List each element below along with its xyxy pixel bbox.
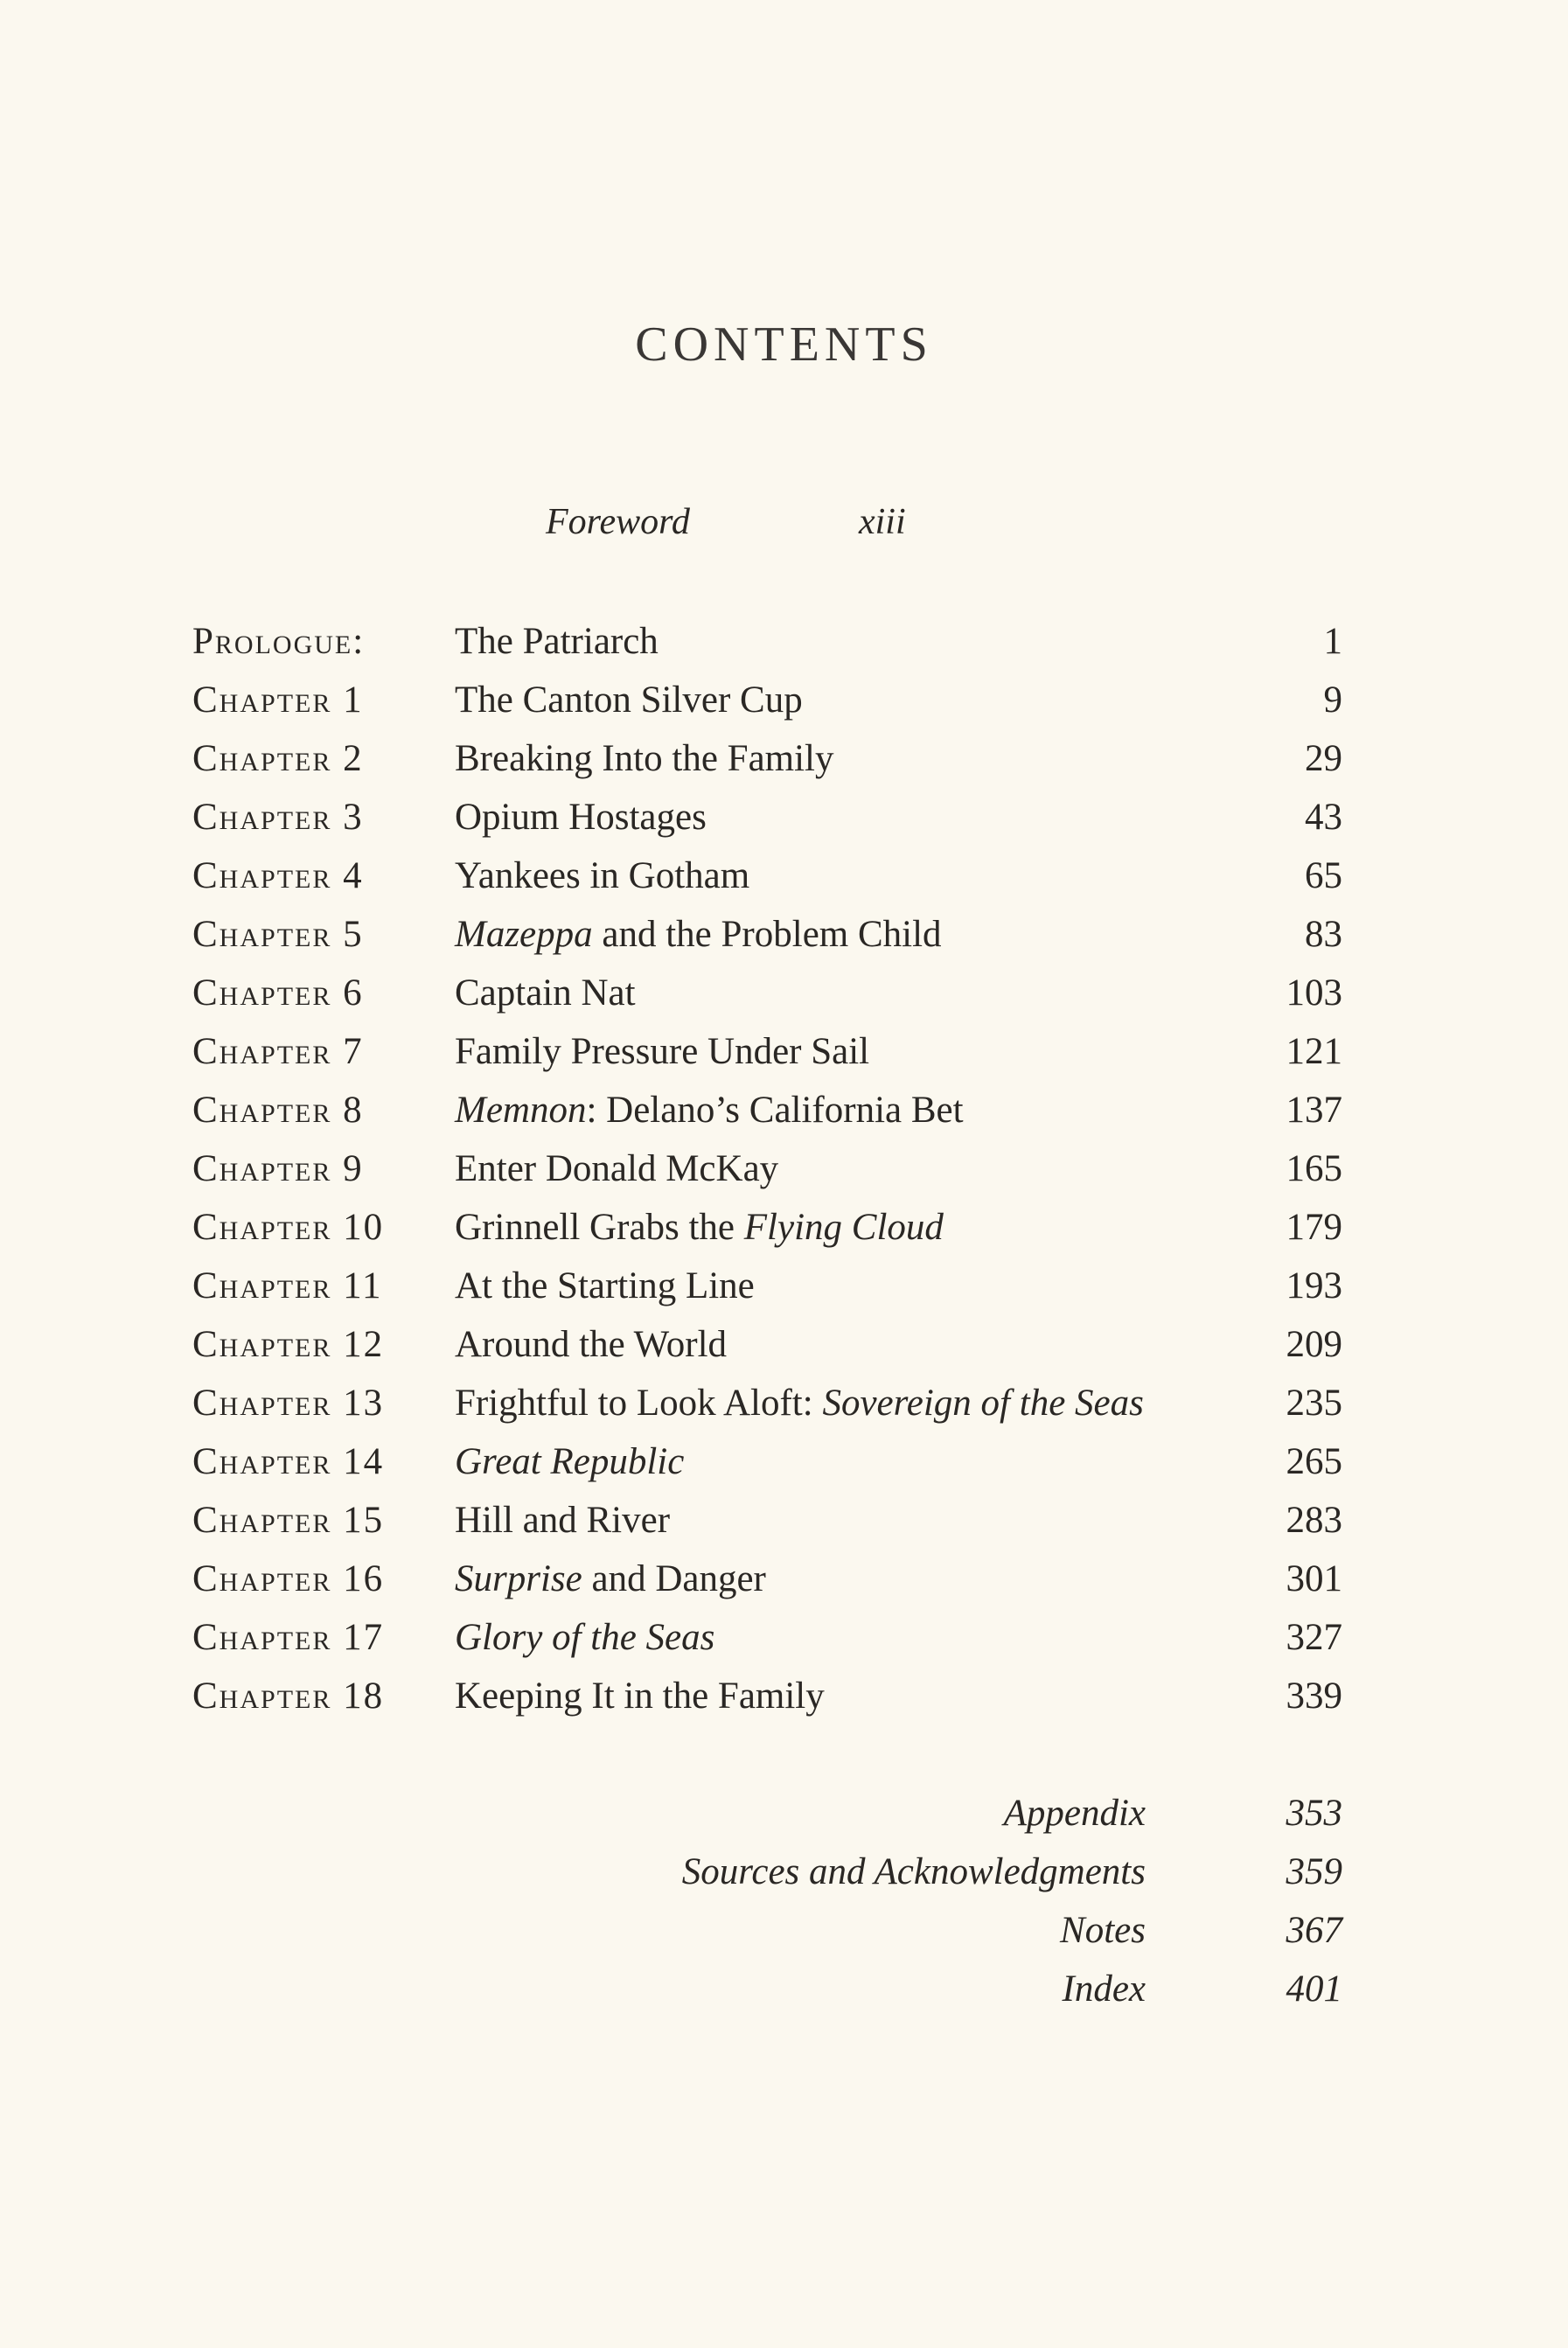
chapter-title-segment: Keeping It in the Family	[455, 1676, 825, 1717]
chapter-title-segment: Around the World	[455, 1324, 728, 1365]
foreword-label: Foreword	[546, 502, 690, 542]
chapter-label: Chapter 13	[192, 1383, 385, 1424]
chapter-title	[455, 1257, 755, 1315]
chapter-title-segment: The Canton Silver Cup	[455, 679, 803, 721]
chapter-title	[455, 1374, 1144, 1432]
chapter-title	[455, 1667, 825, 1725]
chapter-label: Chapter 1	[192, 679, 364, 721]
chapter-title-segment: : Delano’s California Bet	[586, 1090, 964, 1131]
back-matter-label: Index	[1062, 1968, 1146, 2010]
chapter-page-number: 1	[1323, 621, 1342, 662]
back-matter-entry	[0, 1784, 1568, 1843]
chapter-page-number: 339	[1286, 1676, 1342, 1717]
toc-entry	[192, 1608, 1342, 1667]
chapter-label: Chapter 9	[192, 1148, 364, 1189]
chapter-title	[455, 729, 834, 788]
chapter-label: Chapter 18	[192, 1676, 385, 1717]
chapter-page-number: 9	[1323, 679, 1342, 721]
chapter-title-segment: Memnon	[455, 1090, 587, 1131]
chapter-title	[455, 964, 636, 1022]
back-matter-page: 359	[1286, 1851, 1342, 1892]
chapter-title-segment: Glory of the Seas	[455, 1617, 715, 1658]
chapter-title	[455, 612, 659, 671]
chapter-label: Chapter 16	[192, 1558, 385, 1599]
chapter-title-segment: Great Republic	[455, 1441, 685, 1482]
toc-entry	[192, 1198, 1342, 1257]
chapter-title-segment: and the Problem Child	[592, 914, 942, 955]
chapter-label: Prologue:	[192, 621, 366, 662]
chapter-title-segment: Sovereign of the Seas	[822, 1383, 1144, 1424]
toc-entry	[192, 788, 1342, 847]
chapter-title-segment: Frightful to Look Aloft:	[455, 1383, 823, 1424]
back-matter-label: Notes	[1060, 1910, 1146, 1951]
chapter-page-number: 137	[1286, 1090, 1342, 1131]
chapter-title	[455, 1550, 766, 1608]
chapter-title	[455, 1315, 727, 1374]
foreword-page: xiii	[859, 502, 906, 542]
toc-list	[192, 612, 1342, 1725]
chapter-page-number: 327	[1286, 1617, 1342, 1658]
chapter-title-segment: Hill and River	[455, 1500, 671, 1541]
chapter-page-number: 179	[1286, 1207, 1342, 1248]
toc-entry	[192, 964, 1342, 1022]
back-matter-list	[0, 1784, 1568, 2018]
chapter-title	[455, 1081, 964, 1139]
toc-entry	[192, 729, 1342, 788]
chapter-title-segment: Mazeppa	[455, 914, 593, 955]
chapter-label: Chapter 11	[192, 1265, 383, 1306]
chapter-title	[455, 1198, 944, 1257]
chapter-label: Chapter 17	[192, 1617, 385, 1658]
chapter-label: Chapter 4	[192, 855, 364, 896]
toc-entry	[192, 1257, 1342, 1315]
chapter-title-segment: Opium Hostages	[455, 797, 707, 838]
chapter-page-number: 65	[1305, 855, 1342, 896]
chapter-title-segment: Flying Cloud	[743, 1207, 944, 1248]
toc-entry	[192, 612, 1342, 671]
chapter-title-segment: The Patriarch	[455, 621, 659, 662]
back-matter-label: Appendix	[1003, 1793, 1146, 1834]
chapter-label: Chapter 12	[192, 1324, 385, 1365]
chapter-page-number: 209	[1286, 1324, 1342, 1365]
chapter-title-segment: Grinnell Grabs the	[455, 1207, 744, 1248]
chapter-page-number: 265	[1286, 1441, 1342, 1482]
chapter-label: Chapter 5	[192, 914, 364, 955]
chapter-title-segment: Family Pressure Under Sail	[455, 1031, 870, 1072]
back-matter-label: Sources and Acknowledgments	[681, 1851, 1146, 1892]
chapter-label: Chapter 10	[192, 1207, 385, 1248]
chapter-title-segment: Breaking Into the Family	[455, 738, 834, 779]
chapter-page-number: 103	[1286, 972, 1342, 1014]
chapter-label: Chapter 8	[192, 1090, 364, 1131]
chapter-page-number: 235	[1286, 1383, 1342, 1424]
toc-entry	[192, 1432, 1342, 1491]
chapter-page-number: 301	[1286, 1558, 1342, 1599]
chapter-title	[455, 1432, 684, 1491]
chapter-label: Chapter 14	[192, 1441, 385, 1482]
toc-entry	[192, 1315, 1342, 1374]
toc-entry	[192, 1139, 1342, 1198]
chapter-page-number: 283	[1286, 1500, 1342, 1541]
chapter-title	[455, 1022, 869, 1081]
toc-entry	[192, 1667, 1342, 1725]
chapter-title-segment: and Danger	[582, 1558, 766, 1599]
toc-entry	[192, 905, 1342, 964]
back-matter-entry	[0, 1960, 1568, 2018]
chapter-title-segment: Captain Nat	[455, 972, 636, 1014]
back-matter-page: 401	[1286, 1968, 1342, 2010]
chapter-title-segment: Yankees in Gotham	[455, 855, 750, 896]
chapter-title	[455, 1608, 714, 1667]
back-matter-page: 367	[1286, 1910, 1342, 1951]
back-matter-page: 353	[1286, 1793, 1342, 1834]
chapter-label: Chapter 6	[192, 972, 364, 1014]
back-matter-entry	[0, 1901, 1568, 1960]
toc-entry	[192, 1374, 1342, 1432]
chapter-page-number: 193	[1286, 1265, 1342, 1306]
chapter-title	[455, 1139, 778, 1198]
chapter-label: Chapter 15	[192, 1500, 385, 1541]
toc-entry	[192, 671, 1342, 729]
chapter-title	[455, 847, 749, 905]
chapter-title	[455, 905, 942, 964]
contents-heading: CONTENTS	[635, 317, 933, 372]
back-matter-entry	[0, 1843, 1568, 1901]
chapter-title	[455, 788, 707, 847]
chapter-label: Chapter 3	[192, 797, 364, 838]
toc-entry	[192, 847, 1342, 905]
chapter-page-number: 165	[1286, 1148, 1342, 1189]
chapter-title-segment: Surprise	[455, 1558, 582, 1599]
chapter-title-segment: At the Starting Line	[455, 1265, 755, 1306]
chapter-title	[455, 1491, 670, 1550]
chapter-label: Chapter 7	[192, 1031, 364, 1072]
toc-entry	[192, 1550, 1342, 1608]
chapter-title-segment: Enter Donald McKay	[455, 1148, 779, 1189]
chapter-page-number: 121	[1286, 1031, 1342, 1072]
chapter-page-number: 29	[1305, 738, 1342, 779]
chapter-label: Chapter 2	[192, 738, 364, 779]
toc-entry	[192, 1022, 1342, 1081]
chapter-page-number: 43	[1305, 797, 1342, 838]
chapter-title	[455, 671, 803, 729]
chapter-page-number: 83	[1305, 914, 1342, 955]
toc-entry	[192, 1081, 1342, 1139]
toc-entry	[192, 1491, 1342, 1550]
